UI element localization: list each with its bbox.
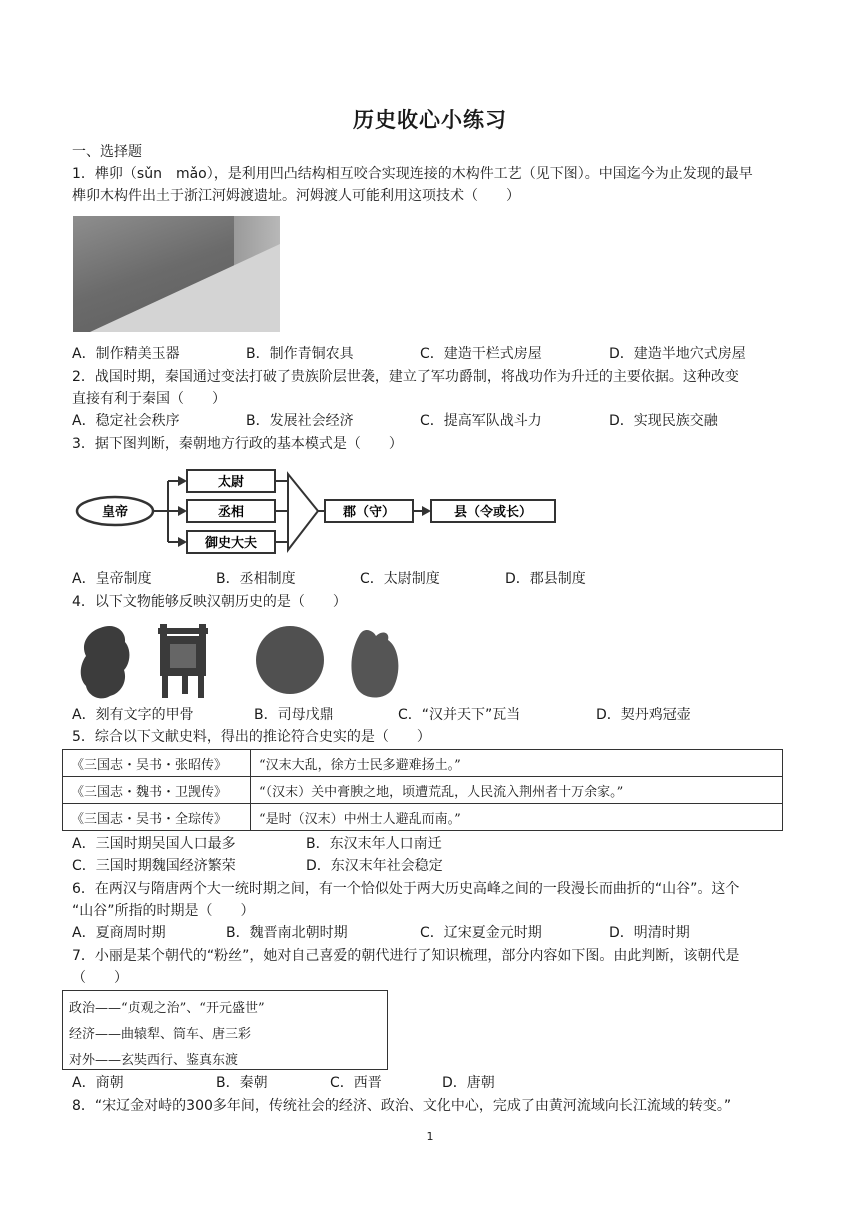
county-label: 县（令或长）	[453, 505, 533, 520]
q2-stem-line2: 直接有利于秦国（ ）	[72, 391, 226, 407]
q6-option-a[interactable]: A．夏商周时期	[72, 925, 166, 941]
cockscomb-pot-image	[351, 630, 398, 697]
wadang-image	[256, 626, 324, 694]
q4-option-d[interactable]: D．契丹鸡冠壶	[596, 707, 691, 723]
q1-option-a[interactable]: A．制作精美玉器	[72, 346, 180, 362]
q5-option-b[interactable]: B．东汉末年人口南迁	[306, 836, 442, 852]
q1-option-b[interactable]: B．制作青铜农具	[246, 346, 354, 362]
q6-option-c[interactable]: C．辽宋夏金元时期	[420, 925, 542, 941]
q2-option-a[interactable]: A．稳定社会秩序	[72, 413, 180, 429]
q1-stem-line1: 1．榫卯（sǔn mǎo），是利用凹凸结构相互咬合实现连接的木构件工艺（见下图）。中国迄今为止发现的最早	[72, 166, 753, 182]
q6-option-d[interactable]: D．明清时期	[609, 925, 690, 941]
q1-option-c[interactable]: C．建造干栏式房屋	[420, 346, 542, 362]
q6-option-b[interactable]: B．魏晋南北朝时期	[226, 925, 348, 941]
mortise-tenon-photo	[73, 216, 280, 332]
q2-option-c[interactable]: C．提高军队战斗力	[420, 413, 542, 429]
q4-option-c[interactable]: C．“汉并天下”瓦当	[398, 707, 521, 723]
q5-option-a[interactable]: A．三国时期吴国人口最多	[72, 836, 236, 852]
q5-option-c[interactable]: C．三国时期魏国经济繁荣	[72, 858, 236, 874]
q7-box-politics: 政治——“贞观之治”、“开元盛世”	[69, 1001, 265, 1016]
q4-option-b[interactable]: B．司母戊鼎	[254, 707, 334, 723]
official-label-taiwei: 太尉	[217, 475, 245, 490]
q7-stem-line2: （ ）	[72, 970, 128, 986]
q7-option-c[interactable]: C．西晋	[330, 1075, 382, 1091]
q6-stem-line1: 6．在两汉与隋唐两个大一统时期之间，有一个恰似处于两大历史高峰之间的一段漫长而曲折的“山谷”。这个	[72, 881, 740, 897]
q2-option-d[interactable]: D．实现民族交融	[609, 413, 718, 429]
q5-stem: 5．综合以下文献史料，得出的推论符合史实的是（ ）	[72, 729, 431, 745]
q3-option-c[interactable]: C．太尉制度	[360, 571, 440, 587]
table-source-cell: 《三国志・吴书・全琮传》	[63, 804, 251, 831]
table-source-cell: 《三国志・魏书・卫觊传》	[63, 777, 251, 804]
table-row	[63, 777, 783, 804]
table-quote-cell: “（汉末）关中膏腴之地，顷遭荒乱，人民流入荆州者十万余家。”	[251, 777, 783, 804]
official-label-chengxiang: 丞相	[217, 505, 245, 520]
page-number: 1	[426, 1130, 434, 1143]
official-label-yushi: 御史大夫	[204, 536, 258, 551]
qin-administration-diagram	[70, 464, 570, 558]
q8-stem-line1: 8．“宋辽金对峙的300多年间，传统社会的经济、政治、文化中心，完成了由黄河流域向长江流域的转变。”	[72, 1098, 732, 1114]
artifacts-images	[70, 620, 430, 706]
q1-option-d[interactable]: D．建造半地穴式房屋	[609, 346, 746, 362]
q3-option-b[interactable]: B．丞相制度	[216, 571, 296, 587]
q7-knowledge-box	[62, 990, 388, 1070]
emperor-label: 皇帝	[101, 505, 129, 520]
q6-stem-line2: “山谷”所指的时期是（ ）	[72, 903, 255, 919]
table-source-cell: 《三国志・吴书・张昭传》	[63, 750, 251, 777]
commandery-label: 郡（守）	[342, 505, 396, 520]
q3-option-a[interactable]: A．皇帝制度	[72, 571, 152, 587]
table-row	[63, 804, 783, 831]
q4-stem: 4．以下文物能够反映汉朝历史的是（ ）	[72, 594, 347, 610]
q5-source-table	[62, 749, 783, 831]
q7-box-foreign: 对外——玄奘西行、鉴真东渡	[69, 1053, 239, 1068]
q2-option-b[interactable]: B．发展社会经济	[246, 413, 354, 429]
q7-option-b[interactable]: B．秦朝	[216, 1075, 268, 1091]
q3-option-d[interactable]: D．郡县制度	[505, 571, 586, 587]
q7-option-d[interactable]: D．唐朝	[442, 1075, 495, 1091]
table-row	[63, 750, 783, 777]
table-quote-cell: “汉末大乱，徐方士民多避难扬土。”	[251, 750, 783, 777]
q4-option-a[interactable]: A．刻有文字的甲骨	[72, 707, 194, 723]
q7-option-a[interactable]: A．商朝	[72, 1075, 124, 1091]
table-quote-cell: “是时（汉末）中州士人避乱而南。”	[251, 804, 783, 831]
oracle-bone-image	[81, 626, 130, 698]
q3-stem: 3．据下图判断，秦朝地方行政的基本模式是（ ）	[72, 436, 403, 452]
merge-arrow	[288, 474, 318, 550]
q5-option-d[interactable]: D．东汉末年社会稳定	[306, 858, 443, 874]
page-title: 历史收心小练习	[353, 108, 507, 132]
q7-stem-line1: 7．小丽是某个朝代的“粉丝”，她对自己喜爱的朝代进行了知识梳理，部分内容如下图。由此判断，该朝代是	[72, 948, 740, 964]
q7-box-economy: 经济——曲辕犁、筒车、唐三彩	[69, 1027, 252, 1042]
section-heading: 一、选择题	[72, 144, 142, 160]
q2-stem-line1: 2．战国时期，秦国通过变法打破了贵族阶层世袭，建立了军功爵制，将战功作为升迁的主要依据。这种改变	[72, 369, 739, 385]
q1-stem-line2: 榫卯木构件出土于浙江河姆渡遗址。河姆渡人可能利用这项技术（ ）	[72, 188, 520, 204]
